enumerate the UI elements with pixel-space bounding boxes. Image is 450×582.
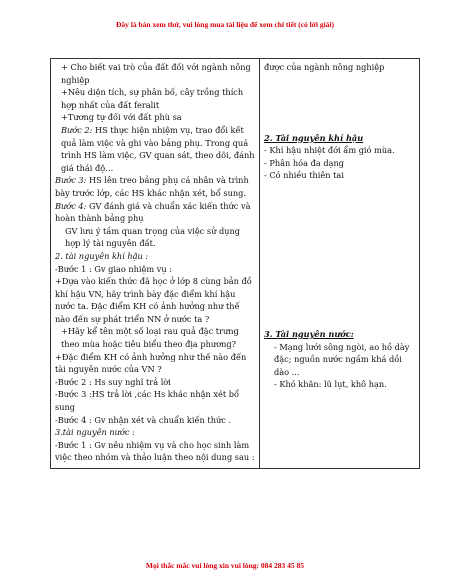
list-item: -Bước 2 : Hs suy nghĩ trả lời	[55, 376, 171, 387]
step-label: Bước 4:	[55, 200, 87, 211]
step-2-paragraph	[55, 124, 256, 174]
section-2-heading: 2. Tài nguyên khí hậu	[264, 132, 364, 143]
list-item: +Dựa vào kiến thức đã học ở lớp 8 cùng bản đồ khí hậu VN, hãy trình bày đặc điểm khí hậu nước ta. Đặc điểm KH có ảnh hưởng như thế nào đến sự phát triển NN ở nước ta ?	[55, 276, 252, 324]
content-text: - Mạng lưới sông ngòi, ao hồ dày đặc; nguồn nước ngầm khá dồi dào ...	[274, 341, 410, 377]
list-item: -Bước 1 : Gv giao nhiệm vụ :	[55, 263, 173, 274]
section-3-heading: 3. Tài nguyên nước:	[264, 328, 354, 339]
teacher-note: GV lưu ý tầm quan trọng của việc sử dụng hợp lý tài nguyên đất.	[65, 225, 240, 249]
preview-banner: Đây là bản xem thử, vui lòng mua tài liệu để xem chi tiết (có lời giải)	[115, 20, 335, 29]
list-item: - Phân hóa đa dạng	[264, 157, 344, 168]
section-2-title: 2. tài nguyên khí hậu :	[55, 250, 149, 261]
step-4-paragraph	[55, 200, 256, 225]
list-item: - Có nhiều thiên tai	[264, 170, 344, 181]
content-column	[260, 59, 420, 469]
contact-banner: Mọi thắc mắc vui lòng xin vui lòng: 084 283 45 85	[145, 561, 305, 570]
step-text: GV đánh giá và chuẩn xác kiến thức và hoàn thành bảng phụ	[55, 200, 251, 224]
list-item: - Khí hậu nhiệt đới ẩm gió mùa.	[264, 145, 395, 156]
step-3-paragraph	[55, 174, 256, 199]
step-label: Bước 3:	[55, 175, 87, 186]
section-3-title: 3.tài nguyên nước :	[55, 427, 135, 438]
list-item: +Hãy kể tên một số loại rau quả đặc trưng theo mùa hoặc tiêu biểu theo địa phương?	[61, 326, 239, 350]
list-item: -Bước 1 : Gv nêu nhiệm vụ và cho học sinh làm việc theo nhóm và thảo luận theo nội dung sau :	[55, 439, 255, 463]
content-text: - Khó khăn: lũ lụt, khô hạn.	[274, 379, 387, 390]
activity-column	[51, 59, 260, 469]
table-row	[51, 59, 420, 469]
list-item: +Tương tự đối với đất phù sa	[61, 112, 182, 123]
lesson-table	[50, 58, 420, 469]
step-text: HS thực hiện nhiệm vụ, trao đổi kết quả làm việc và ghi vào bảng phụ. Trong quá trình HS làm việc, GV quan sát, theo dõi, đánh giá thái độ…	[61, 124, 255, 173]
list-item: -Bước 3 :HS trả lời ,các Hs khác nhận xét bổ sung	[55, 389, 239, 413]
list-item: +Nêu diện tích, sự phân bố, cây trồng thích hợp nhất của đất feralit	[61, 87, 244, 110]
list-item: +Đặc điểm KH có ảnh hưởng như thế nào đến tài nguyên nước của VN ?	[55, 351, 247, 375]
list-item: + Cho biết vai trò của đất đối với ngành nông nghiệp	[61, 62, 251, 85]
step-text: HS lên treo bảng phụ cá nhân và trình bày trước lớp, các HS khác nhận xét, bổ sung.	[55, 175, 249, 198]
content-text: được của ngành nông nghiệp	[264, 62, 385, 72]
step-label: Bước 2:	[61, 124, 93, 135]
list-item: -Bước 4 : Gv nhận xét và chuẩn kiến thức .	[55, 414, 232, 425]
